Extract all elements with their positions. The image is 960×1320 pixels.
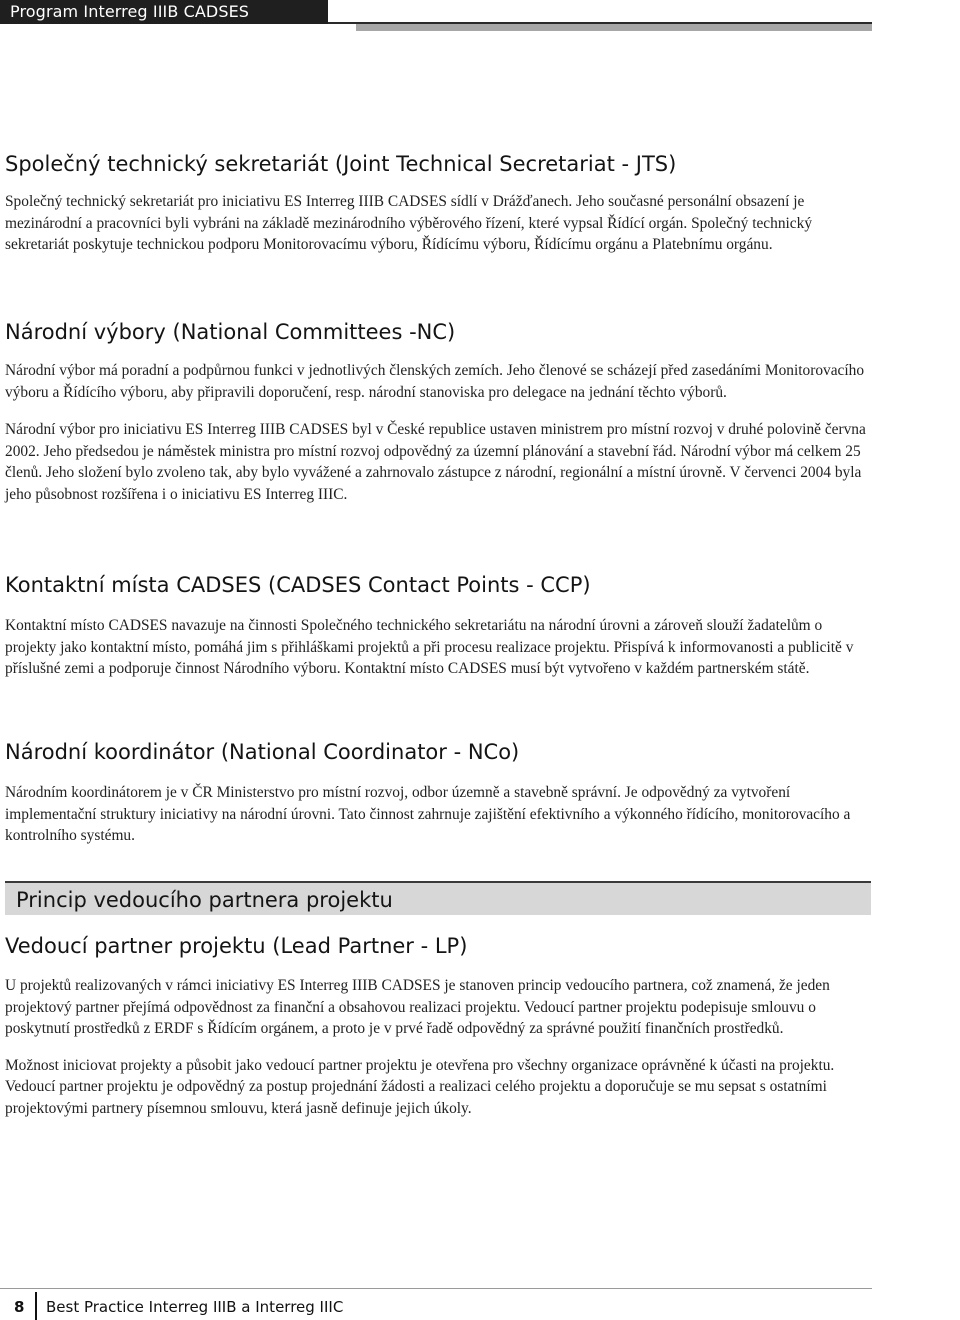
section-heading-ccp: Kontaktní místa CADSES (CADSES Contact Points - CCP) [5, 573, 591, 597]
section-nc [5, 318, 870, 505]
section-lp-paragraph-2: Možnost iniciovat projekty a působit jako vedoucí partner projektu je otevřena pro všechny organizace oprávněné k účasti na projektu. Vedoucí partner projektu je odpovědný za postup projednání žádosti a realizaci celého projektu a doporučuje se mu sepsat s ostatními projektovými partnery písemnou smlouvu, která jasně definuje jejich úkoly. [5, 1056, 835, 1117]
section-lp-paragraph-1: U projektů realizovaných v rámci iniciativy ES Interreg IIIB CADSES je stanoven princip vedoucího partnera, což znamená, že jeden projektový partner přejímá odpovědnost za finanční a obsahovou realizaci projektu. Vedoucí partner projektu podepisuje smlouvu o poskytnutí prostředků z ERDF s Řídícím orgánem, a proto je v prvé řadě odpovědný za správné použití finančních prostředků. [5, 977, 830, 1037]
principle-banner [5, 881, 871, 915]
section-nco-paragraph: Národním koordinátorem je v ČR Ministerstvo pro místní rozvoj, odbor územně a stavebně správní. Je odpovědný za vytvoření implementační struktury iniciativy na národní úrovni. Tato činnost zahrnuje zajištění efektivního a výkonného řídícího, monitorovacího a kontrolního systému. [5, 784, 851, 844]
footer-divider [35, 1292, 37, 1320]
section-ccp [5, 571, 870, 680]
section-nc-paragraph-2: Národní výbor pro iniciativu ES Interreg IIIB CADSES byl v České republice ustaven ministrem pro místní rozvoj v druhé polovině června 2002. Jeho předsedou je náměstek ministra pro místní rozvoj odpovědný za územní plánování a stavební řád. Národní výbor má celkem 25 členů. Jeho složení bylo zvoleno tak, aby bylo vyvážené a zahrnovalo zástupce z národní, regionální a místní úrovně. V červenci 2004 byla jeho působnost rozšířena i o iniciativu ES Interreg IIIC. [5, 421, 866, 503]
principle-banner-title: Princip vedoucího partnera projektu [16, 888, 393, 912]
header-rule-shade [356, 24, 872, 31]
footer-publication-title: Best Practice Interreg IIIB a Interreg IIIC [46, 1298, 344, 1316]
page-number: 8 [14, 1298, 25, 1316]
header-band [0, 0, 328, 24]
section-ccp-paragraph: Kontaktní místo CADSES navazuje na činnosti Společného technického sekretariátu na národní úrovni a zároveň slouží žadatelům o projekty jako kontaktní místo, pomáhá jim s přihláškami projektů a při procesu realizace projektu. Přispívá k informovanosti a publicitě v příslušné zemi a podporuje činnost Národního výboru. Kontaktní místo CADSES musí být vytvořeno v každém partnerském státě. [5, 617, 854, 677]
section-jts-paragraph: Společný technický sekretariát pro iniciativu ES Interreg IIIB CADSES sídlí v Drážďanech. Jeho současné personální obsazení je mezinárodní a pracovníci byli vybráni na základě mezinárodního výběrového řízení, které vypsal Řídící orgán. Společný technický sekretariát poskytuje technickou podporu Monitorovacímu výboru, Řídícímu výboru, Řídícímu orgánu a Platebnímu orgánu. [5, 193, 813, 253]
footer-rule [0, 1288, 872, 1289]
section-jts [5, 150, 870, 256]
header-title: Program Interreg IIIB CADSES [10, 2, 250, 21]
section-nco [5, 738, 870, 847]
section-heading-jts: Společný technický sekretariát (Joint Technical Secretariat - JTS) [5, 152, 677, 176]
section-heading-nco: Národní koordinátor (National Coordinator - NCo) [5, 740, 520, 764]
section-heading-nc: Národní výbory (National Committees -NC) [5, 320, 456, 344]
section-heading-lp: Vedoucí partner projektu (Lead Partner - LP) [5, 934, 468, 958]
section-nc-paragraph-1: Národní výbor má poradní a podpůrnou funkci v jednotlivých členských zemích. Jeho členové se scházejí před zasedáními Monitorovacího výboru a Řídícího výboru, aby připravili doporučení, resp. národní stanoviska pro delegace na jednání těchto výborů. [5, 362, 865, 401]
section-lp [5, 932, 870, 1119]
